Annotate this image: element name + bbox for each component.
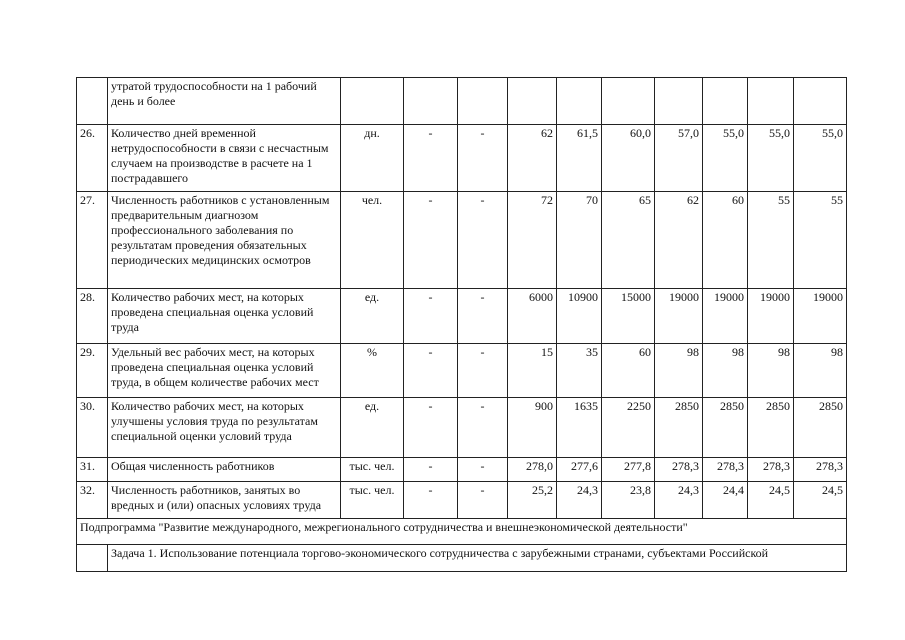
table-row [77, 458, 847, 482]
value-cell: - [458, 289, 508, 344]
value-cell: - [404, 482, 458, 519]
value-cell: 72 [508, 192, 557, 289]
unit-cell: % [341, 344, 404, 398]
value-cell [655, 78, 703, 125]
unit-cell: чел. [341, 192, 404, 289]
row-number: 31. [77, 458, 108, 482]
table-body [77, 78, 847, 572]
value-cell: 24,5 [794, 482, 847, 519]
value-cell: 278,3 [794, 458, 847, 482]
value-cell: 6000 [508, 289, 557, 344]
value-cell: 2850 [748, 398, 794, 458]
empty-cell [77, 545, 108, 572]
value-cell: 62 [655, 192, 703, 289]
row-number: 32. [77, 482, 108, 519]
indicators-table [76, 77, 847, 572]
value-cell: 2850 [794, 398, 847, 458]
row-number: 29. [77, 344, 108, 398]
value-cell: 60,0 [602, 125, 655, 192]
value-cell: 2850 [655, 398, 703, 458]
value-cell: 900 [508, 398, 557, 458]
task-row [77, 545, 847, 572]
value-cell: 55,0 [794, 125, 847, 192]
indicator-name: утратой трудоспособности на 1 рабочий день и более [108, 78, 341, 125]
value-cell: - [404, 192, 458, 289]
value-cell [458, 78, 508, 125]
indicator-name: Численность работников с установленным предварительным диагнозом профессионального заболевания по результатам проведения обязательных периодических медицинских осмотров [108, 192, 341, 289]
value-cell: - [458, 458, 508, 482]
value-cell: 98 [794, 344, 847, 398]
unit-cell: дн. [341, 125, 404, 192]
unit-cell: тыс. чел. [341, 458, 404, 482]
value-cell: 278,3 [748, 458, 794, 482]
value-cell: 1635 [557, 398, 602, 458]
value-cell: 55,0 [703, 125, 748, 192]
unit-cell: ед. [341, 398, 404, 458]
table-row [77, 398, 847, 458]
value-cell: - [458, 192, 508, 289]
table-row [77, 289, 847, 344]
value-cell: 24,3 [655, 482, 703, 519]
value-cell: 24,5 [748, 482, 794, 519]
value-cell: 55,0 [748, 125, 794, 192]
value-cell [794, 78, 847, 125]
task-title: Задача 1. Использование потенциала торгово-экономического сотрудничества с зарубежными странами, субъектами Российской [108, 545, 847, 572]
value-cell: 15 [508, 344, 557, 398]
row-number: 28. [77, 289, 108, 344]
value-cell: 25,2 [508, 482, 557, 519]
value-cell: 70 [557, 192, 602, 289]
value-cell [748, 78, 794, 125]
row-number: 30. [77, 398, 108, 458]
value-cell: 277,6 [557, 458, 602, 482]
value-cell: 24,3 [557, 482, 602, 519]
row-number: 27. [77, 192, 108, 289]
value-cell: 57,0 [655, 125, 703, 192]
value-cell: 15000 [602, 289, 655, 344]
value-cell: 98 [655, 344, 703, 398]
value-cell: 24,4 [703, 482, 748, 519]
subprogram-row [77, 519, 847, 545]
unit-cell [341, 78, 404, 125]
indicator-name: Количество рабочих мест, на которых улучшены условия труда по результатам специальной оценки условий труда [108, 398, 341, 458]
table-row [77, 344, 847, 398]
value-cell: - [458, 482, 508, 519]
table-row [77, 192, 847, 289]
row-number [77, 78, 108, 125]
value-cell: 65 [602, 192, 655, 289]
value-cell: 277,8 [602, 458, 655, 482]
value-cell: 23,8 [602, 482, 655, 519]
value-cell [557, 78, 602, 125]
value-cell: 2850 [703, 398, 748, 458]
value-cell: 60 [703, 192, 748, 289]
value-cell: - [458, 398, 508, 458]
value-cell: 278,0 [508, 458, 557, 482]
value-cell [404, 78, 458, 125]
value-cell: 62 [508, 125, 557, 192]
indicator-name: Удельный вес рабочих мест, на которых проведена специальная оценка условий труда, в общем количестве рабочих мест [108, 344, 341, 398]
unit-cell: ед. [341, 289, 404, 344]
table-row [77, 78, 847, 125]
value-cell: 55 [794, 192, 847, 289]
indicator-name: Численность работников, занятых во вредных и (или) опасных условиях труда [108, 482, 341, 519]
value-cell: - [404, 458, 458, 482]
value-cell: 35 [557, 344, 602, 398]
value-cell: 19000 [748, 289, 794, 344]
row-number: 26. [77, 125, 108, 192]
table-row [77, 125, 847, 192]
value-cell: - [404, 289, 458, 344]
value-cell: 60 [602, 344, 655, 398]
value-cell: - [458, 344, 508, 398]
value-cell: - [404, 344, 458, 398]
value-cell [703, 78, 748, 125]
value-cell: 61,5 [557, 125, 602, 192]
value-cell: 55 [748, 192, 794, 289]
value-cell: 19000 [794, 289, 847, 344]
value-cell [602, 78, 655, 125]
value-cell: 98 [748, 344, 794, 398]
indicator-name: Количество рабочих мест, на которых проведена специальная оценка условий труда [108, 289, 341, 344]
value-cell: 2250 [602, 398, 655, 458]
table-row [77, 482, 847, 519]
value-cell: 278,3 [703, 458, 748, 482]
unit-cell: тыс. чел. [341, 482, 404, 519]
value-cell: 278,3 [655, 458, 703, 482]
indicator-name: Общая численность работников [108, 458, 341, 482]
value-cell: 19000 [703, 289, 748, 344]
indicator-name: Количество дней временной нетрудоспособности в связи с несчастным случаем на производстве в расчете на 1 пострадавшего [108, 125, 341, 192]
value-cell: 98 [703, 344, 748, 398]
subprogram-title: Подпрограмма "Развитие международного, межрегионального сотрудничества и внешнеэкономической деятельности" [77, 519, 847, 545]
value-cell: 19000 [655, 289, 703, 344]
value-cell: - [404, 398, 458, 458]
value-cell: - [458, 125, 508, 192]
value-cell: 10900 [557, 289, 602, 344]
value-cell: - [404, 125, 458, 192]
value-cell [508, 78, 557, 125]
